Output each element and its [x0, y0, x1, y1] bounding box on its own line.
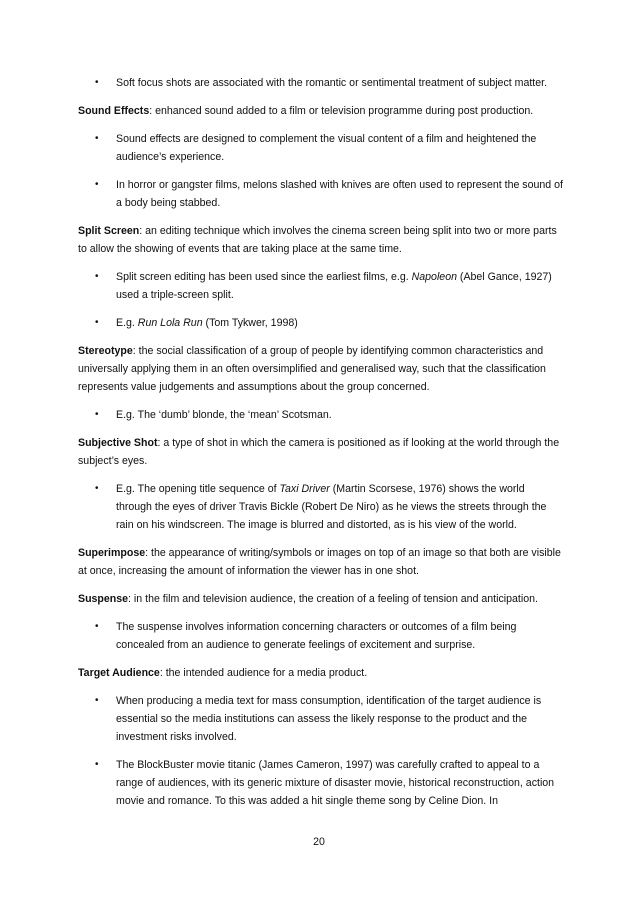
bullet-text: (Abel Gance, 1927) used a triple-screen split. — [116, 271, 552, 301]
bullet-item — [78, 74, 563, 92]
definition-paragraph — [78, 434, 563, 470]
definition-text: : in the film and television audience, the creation of a feeling of tension and anticipation. — [128, 593, 538, 605]
definition-text: : the appearance of writing/symbols or images on top of an image so that both are visible at once, increasing the amount of information the viewer has in one shot. — [78, 547, 561, 577]
bullet-icon: • — [95, 317, 99, 328]
bullet-item — [78, 176, 563, 212]
bullet-icon: • — [95, 483, 99, 494]
bullet-icon: • — [95, 77, 99, 88]
bullet-icon: • — [95, 271, 99, 282]
definition-paragraph — [78, 342, 563, 396]
definition-text: : enhanced sound added to a film or television programme during post production. — [149, 105, 534, 117]
glossary-entry — [78, 222, 563, 332]
glossary-entry — [78, 342, 563, 424]
bullet-text: When producing a media text for mass consumption, identification of the target audience is essential so the media institutions can assess the likely response to the product and the investment risks involved. — [116, 695, 542, 743]
bullet-text: E.g. The ‘dumb’ blonde, the ‘mean’ Scotsman. — [116, 409, 332, 421]
bullet-item — [78, 756, 563, 810]
bullet-text: Split screen editing has been used since the earliest films, e.g. — [116, 271, 412, 283]
bullet-item — [78, 406, 563, 424]
glossary-entry — [78, 74, 563, 92]
work-title: Run Lola Run — [137, 317, 203, 329]
definition-paragraph — [78, 544, 563, 580]
work-title: Napoleon — [411, 271, 457, 283]
glossary-entry — [78, 590, 563, 654]
glossary-entry — [78, 434, 563, 534]
definition-text: : the intended audience for a media product. — [159, 667, 368, 679]
definition-paragraph — [78, 222, 563, 258]
bullet-icon: • — [95, 409, 99, 420]
definition-text: : an editing technique which involves the cinema screen being split into two or more parts to allow the showing of events that are taking place at the same time. — [78, 225, 557, 255]
definition-paragraph — [78, 664, 563, 682]
bullet-text: (Martin Scorsese, 1976) shows the world through the eyes of driver Travis Bickle (Robert De Niro) as he views the streets through the rain on his windscreen. The image is blurred and distorted, as is his view of the world. — [116, 483, 547, 531]
definition-text: : a type of shot in which the camera is positioned as if looking at the world through the subject’s eyes. — [78, 437, 560, 467]
bullet-icon: • — [95, 621, 99, 632]
glossary-term: Subjective Shot — [78, 437, 158, 449]
bullet-text: In horror or gangster films, melons slashed with knives are often used to represent the sound of a body being stabbed. — [116, 179, 563, 209]
glossary-term: Suspense — [78, 593, 129, 605]
bullet-text: The suspense involves information concerning characters or outcomes of a film being concealed from an audience to generate feelings of excitement and surprise. — [116, 621, 517, 651]
bullet-icon: • — [95, 179, 99, 190]
bullet-list — [78, 406, 563, 424]
glossary-term: Target Audience — [78, 667, 160, 679]
work-title: Taxi Driver — [279, 483, 330, 495]
bullet-item — [78, 692, 563, 746]
bullet-text: Sound effects are designed to complement the visual content of a film and heightened the audience’s experience. — [116, 133, 537, 163]
bullet-item — [78, 480, 563, 534]
glossary-term: Stereotype — [78, 345, 133, 357]
bullet-list — [78, 480, 563, 534]
bullet-list — [78, 268, 563, 332]
bullet-list — [78, 74, 563, 92]
bullet-icon: • — [95, 133, 99, 144]
bullet-list — [78, 618, 563, 654]
glossary-entry — [78, 102, 563, 212]
definition-paragraph — [78, 102, 563, 120]
bullet-item — [78, 618, 563, 654]
bullet-icon: • — [95, 695, 99, 706]
glossary-term: Superimpose — [78, 547, 146, 559]
bullet-list — [78, 130, 563, 212]
bullet-item — [78, 130, 563, 166]
page-number: 20 — [313, 836, 325, 848]
bullet-text: Soft focus shots are associated with the romantic or sentimental treatment of subject matter. — [116, 77, 548, 89]
bullet-list — [78, 692, 563, 810]
bullet-item — [78, 268, 563, 304]
glossary-entry — [78, 544, 563, 580]
document-body — [78, 74, 563, 820]
definition-text: : the social classification of a group of people by identifying common characteristics and universally applying them in an often oversimplified and generalised way, such that the classification represents value judgements and assumptions about the group concerned. — [78, 345, 546, 393]
glossary-entry — [78, 664, 563, 810]
bullet-item — [78, 314, 563, 332]
bullet-text: E.g. The opening title sequence of — [116, 483, 280, 495]
bullet-text: The BlockBuster movie titanic (James Cameron, 1997) was carefully crafted to appeal to a range of audiences, with its generic mixture of disaster movie, historical reconstruction, action movie and romance. To this was added a hit single theme song by Celine Dion. In — [116, 759, 555, 807]
glossary-term: Split Screen — [78, 225, 140, 237]
definition-paragraph — [78, 590, 563, 608]
bullet-text: E.g. — [116, 317, 138, 329]
bullet-icon: • — [95, 759, 99, 770]
bullet-text: (Tom Tykwer, 1998) — [202, 317, 298, 329]
glossary-term: Sound Effects — [78, 105, 150, 117]
